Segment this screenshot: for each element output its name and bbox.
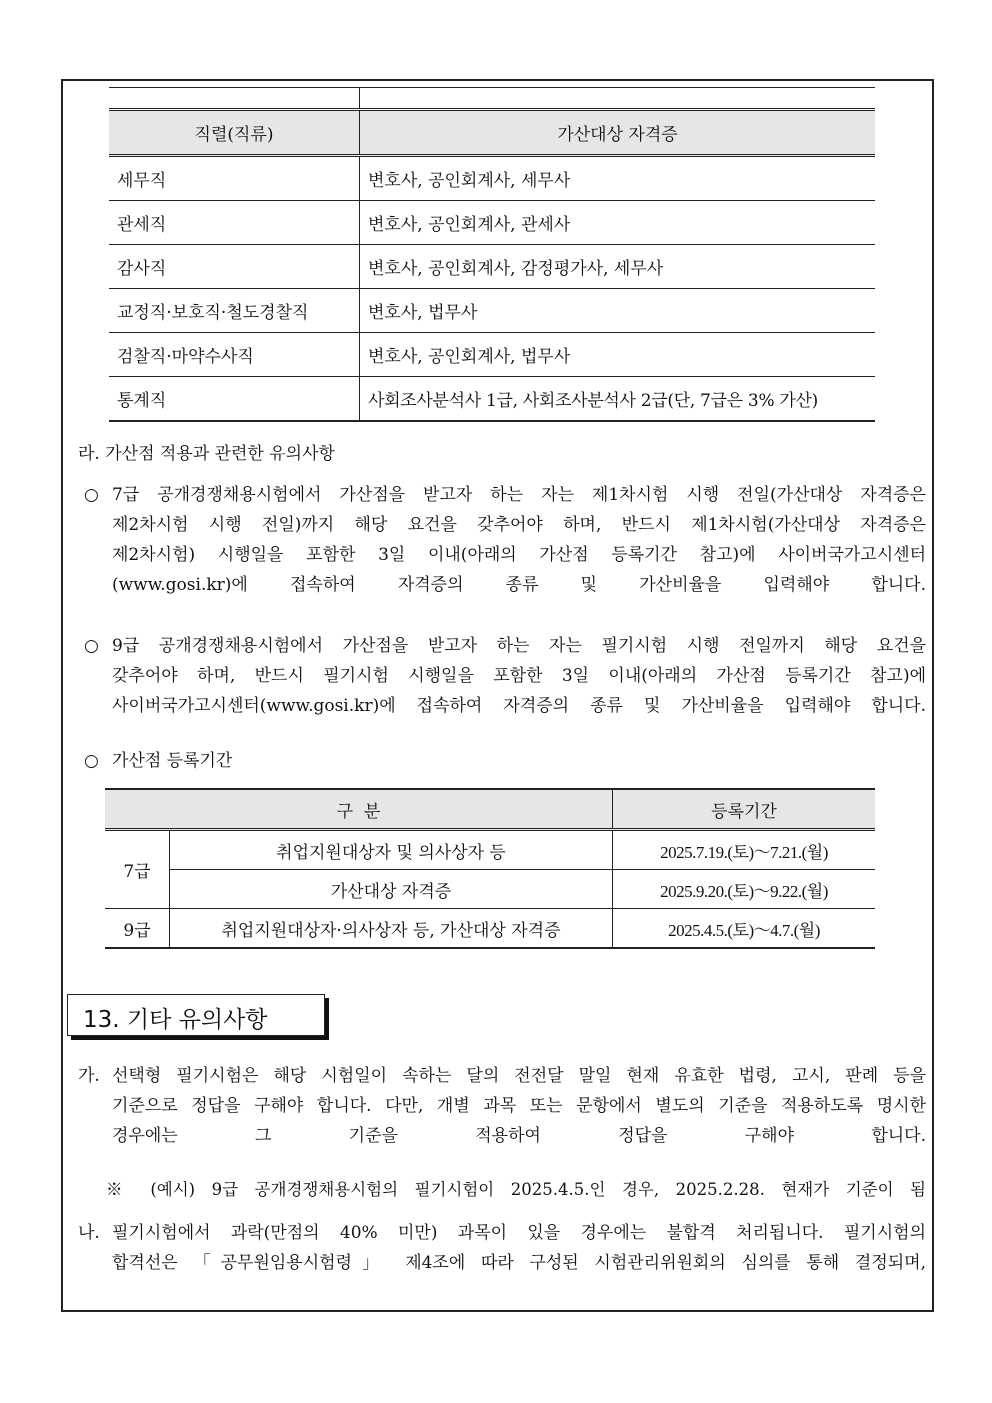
ra-item-3 [84, 746, 926, 776]
cell-qualification: 변호사, 공인회계사, 관세사 [360, 201, 876, 245]
table-row [109, 156, 875, 201]
paragraph-line: 합격선은 「공무원임용시험령」 제4조에 따라 구성된 시험관리위원회의 심의를 통해 결정되며, [112, 1253, 926, 1273]
paragraph-line: 경우에는 그 기준을 적용하여 정답을 구해야 합니다. [112, 1126, 926, 1146]
row-label: 취업지원대상자 및 의사상자 등 [170, 830, 613, 870]
header-period: 등록기간 [613, 789, 876, 830]
item-na-mark: 나. [78, 1223, 100, 1243]
cell-qualification: 변호사, 공인회계사, 법무사 [360, 333, 876, 377]
section-13-header [67, 994, 325, 1036]
cell-qualification: 변호사, 공인회계사, 감정평가사, 세무사 [360, 245, 876, 289]
qualification-table [109, 87, 875, 422]
section-13-title: 13. 기타 유의사항 [83, 1007, 268, 1033]
bullet-circle-icon: ○ [84, 485, 99, 505]
table-row [105, 870, 875, 909]
cell-job: 세무직 [109, 156, 360, 201]
grade-7: 7급 [105, 830, 170, 909]
table-row [105, 909, 875, 949]
row-period: 2025.4.5.(토)～4.7.(월) [613, 909, 876, 949]
paragraph-line: 7급 공개경쟁채용시험에서 가산점을 받고자 하는 자는 제1차시험 시행 전일(가산대상 자격증은 [112, 485, 926, 505]
paragraph-line: 제2차시험) 시행일을 포함한 3일 이내(아래의 가산점 등록기간 참고)에 사이버국가고시센터 [112, 545, 926, 565]
row-label: 가산대상 자격증 [170, 870, 613, 909]
paragraph-line: 사이버국가고시센터(www.gosi.kr)에 접속하여 자격증의 종류 및 가산비율을 입력해야 합니다. [112, 696, 926, 716]
table-row [109, 289, 875, 333]
cell-job: 통계직 [109, 377, 360, 422]
row-period: 2025.9.20.(토)～9.22.(월) [613, 870, 876, 909]
paragraph-line: 갖추어야 하며, 반드시 필기시험 시행일을 포함한 3일 이내(아래의 가산점 등록기간 참고)에 [112, 666, 926, 686]
cell-job: 교정직·보호직·철도경찰직 [109, 289, 360, 333]
paragraph-line: 필기시험에서 과락(만점의 40% 미만) 과목이 있을 경우에는 불합격 처리됩니다. 필기시험의 [112, 1223, 926, 1243]
table-row [109, 201, 875, 245]
cell-job: 감사직 [109, 245, 360, 289]
registration-period-table [105, 788, 875, 949]
bullet-circle-icon: ○ [84, 751, 99, 771]
row-label: 취업지원대상자·의사상자 등, 가산대상 자격증 [170, 909, 613, 949]
paragraph-line: 선택형 필기시험은 해당 시험일이 속하는 달의 전전달 말일 현재 유효한 법령, 고시, 판례 등을 [112, 1066, 926, 1086]
cell-job: 관세직 [109, 201, 360, 245]
cell-qualification: 변호사, 법무사 [360, 289, 876, 333]
ra-item-1 [84, 480, 926, 600]
paragraph-line: 제2차시험 시행 전일)까지 해당 요건을 갖추어야 하며, 반드시 제1차시험(가산대상 자격증은 [112, 515, 926, 535]
grade-9: 9급 [105, 909, 170, 949]
cell-job: 검찰직·마약수사직 [109, 333, 360, 377]
example-note: ※ (예시) 9급 공개경쟁채용시험의 필기시험이 2025.4.5.인 경우, 2025.2.28. 현재가 기준이 됨 [106, 1180, 926, 1199]
bullet-circle-icon: ○ [84, 636, 99, 656]
ra-item-2 [84, 631, 926, 721]
cell-qualification: 사회조사분석사 1급, 사회조사분석사 2급(단, 7급은 3% 가산) [360, 377, 876, 422]
paragraph-line: (www.gosi.kr)에 접속하여 자격증의 종류 및 가산비율을 입력해야 합니다. [112, 575, 926, 595]
cell-qualification: 변호사, 공인회계사, 세무사 [360, 156, 876, 201]
paragraph-line: 9급 공개경쟁채용시험에서 가산점을 받고자 하는 자는 필기시험 시행 전일까지 해당 요건을 [112, 636, 926, 656]
paragraph-line: 가산점 등록기간 [112, 751, 233, 771]
row-period: 2025.7.19.(토)～7.21.(월) [613, 830, 876, 870]
item-ga-mark: 가. [78, 1066, 100, 1086]
item-na [78, 1218, 926, 1278]
table-row [105, 830, 875, 870]
paragraph-line: 기준으로 정답을 구해야 합니다. 다만, 개별 과목 또는 문항에서 별도의 기준을 적용하도록 명시한 [112, 1096, 926, 1116]
header-job-series: 직렬(직류) [109, 110, 360, 156]
header-category: 구 분 [105, 789, 613, 830]
item-ga [78, 1061, 926, 1151]
table-row [109, 377, 875, 422]
section-ra-title: 라. 가산점 적용과 관련한 유의사항 [78, 444, 335, 464]
table-row [109, 333, 875, 377]
table-row [109, 245, 875, 289]
header-qualification: 가산대상 자격증 [360, 110, 876, 156]
